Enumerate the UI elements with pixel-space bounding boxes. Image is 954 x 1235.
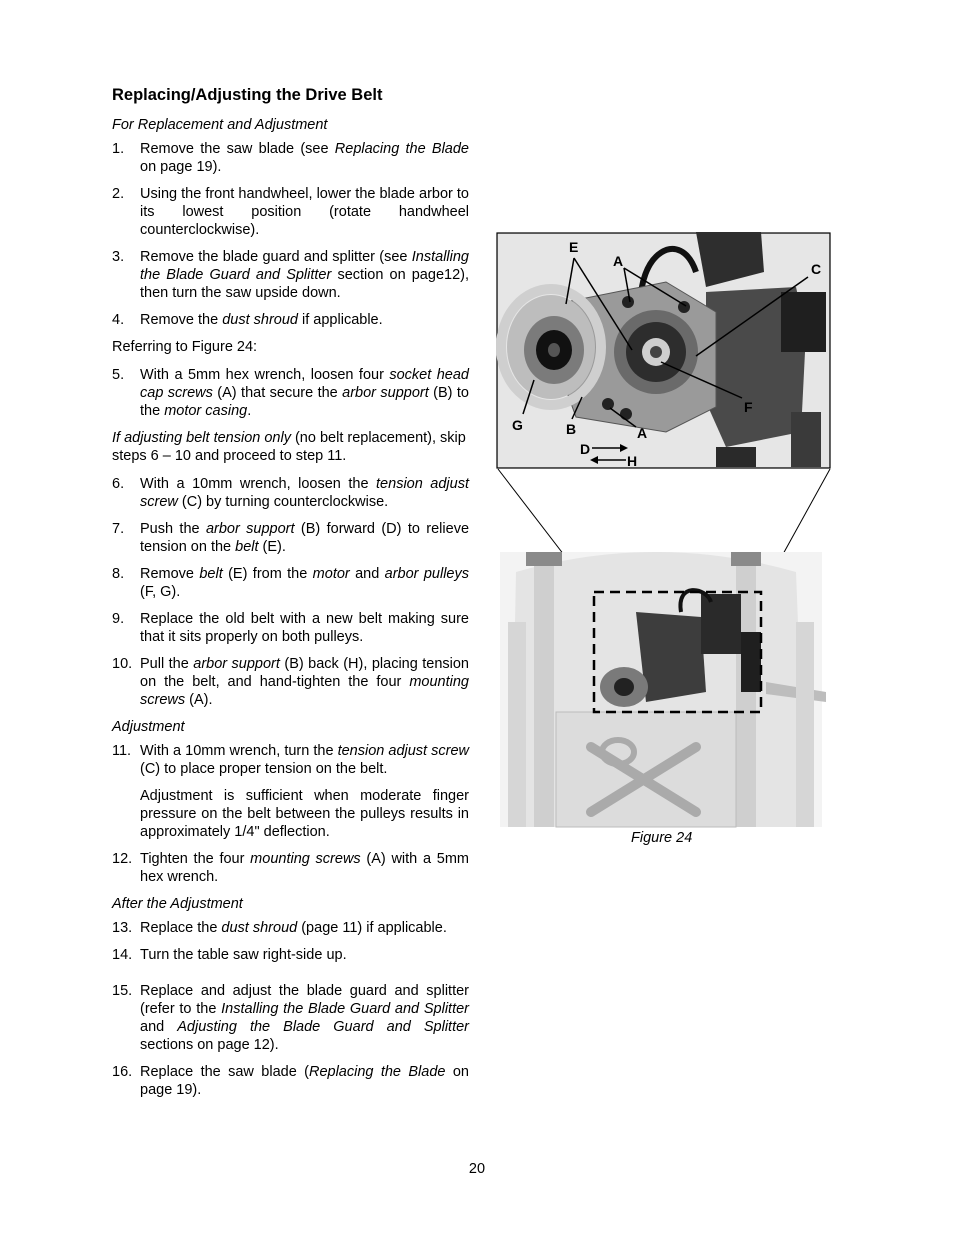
detail-inset — [497, 232, 830, 469]
emphasized-text: dust shroud — [222, 312, 298, 328]
emphasized-text: motor — [312, 566, 350, 582]
step-text — [140, 1063, 469, 1099]
text-run: section on page12), then turn the saw upside down. — [140, 267, 469, 301]
callout-c: C — [811, 261, 822, 277]
emphasized-text: Replacing the Blade — [308, 1064, 446, 1080]
text-run: (B) to the — [140, 385, 469, 419]
emphasized-text: tension adjust screw — [337, 743, 469, 759]
step-item — [112, 248, 469, 302]
intro-paragraph — [112, 338, 469, 356]
callout-f: F — [744, 399, 753, 415]
step-number: 15. — [112, 983, 133, 999]
emphasized-text: dust shroud — [221, 920, 298, 936]
text-run: (B) back (H), placing tension on the belt, and hand-tighten the four — [140, 656, 469, 690]
spacer — [112, 973, 469, 982]
step-item — [112, 475, 469, 511]
step-number: 3. — [112, 249, 125, 265]
step-number: 9. — [112, 611, 125, 627]
step-item — [112, 311, 469, 329]
step-text — [140, 248, 469, 302]
intro-paragraph — [112, 429, 469, 465]
text-run: and — [140, 1019, 178, 1035]
text-run: With a 10mm wrench, turn the — [140, 743, 338, 759]
step-item — [112, 946, 469, 964]
emphasized-text: tension adjust screw — [140, 476, 469, 510]
text-run: With a 5mm hex wrench, loosen four — [140, 367, 390, 383]
text-run: (E). — [258, 539, 286, 555]
emphasized-text: mounting screws — [250, 851, 361, 867]
figure-caption: Figure 24 — [631, 830, 693, 846]
emphasized-text: belt — [199, 566, 223, 582]
emphasized-text: If adjusting belt tension only — [112, 430, 291, 446]
text-run: (C) to place proper tension on the belt. — [140, 761, 388, 777]
text-run: . — [247, 403, 252, 419]
step-item — [112, 610, 469, 646]
instructions-column — [112, 116, 469, 1108]
callout-a-bottom: A — [637, 425, 648, 441]
callout-h: H — [627, 453, 638, 469]
text-run: (page 11) if applicable. — [297, 920, 447, 936]
text-run: Tighten the four — [140, 851, 251, 867]
callout-g: G — [512, 417, 523, 433]
page-number: 20 — [468, 1161, 486, 1177]
text-run: Push the — [140, 521, 206, 537]
text-run: on page 19). — [140, 159, 222, 175]
step-number: 7. — [112, 521, 125, 537]
emphasized-text: belt — [235, 539, 259, 555]
emphasized-text: Replacing the Blade — [334, 141, 469, 157]
step-number: 13. — [112, 920, 133, 936]
callout-b: B — [566, 421, 577, 437]
text-run: (A) with a 5mm hex wrench. — [140, 851, 469, 885]
step-number: 1. — [112, 141, 125, 157]
emphasized-text: Adjusting the Blade Guard and Splitter — [177, 1019, 469, 1035]
step-text — [140, 982, 469, 1054]
emphasized-text: socket head cap screws — [140, 367, 469, 401]
step-text — [140, 742, 469, 778]
callout-e: E — [569, 239, 579, 255]
text-run: (A) that secure the — [212, 385, 343, 401]
text-run: Replace the old belt with a new belt making sure that it sits properly on both pulleys. — [140, 611, 469, 645]
step-number: 8. — [112, 566, 125, 582]
step-item — [112, 655, 469, 709]
step-text — [140, 475, 469, 511]
text-run: on page 19). — [140, 1064, 469, 1098]
step-number: 6. — [112, 476, 125, 492]
text-run: Remove the saw blade (see — [140, 141, 335, 157]
text-run: (B) forward (D) to relieve tension on the — [140, 521, 470, 555]
callout-a-top: A — [613, 253, 624, 269]
text-run: Replace the saw blade ( — [140, 1064, 309, 1080]
callout-d: D — [580, 441, 591, 457]
figure-24 — [496, 232, 832, 828]
step-text — [140, 520, 469, 556]
emphasized-text: arbor support — [205, 521, 295, 537]
text-run: Replace the — [140, 920, 222, 936]
step-text — [140, 919, 469, 937]
section-subheading: Adjustment — [112, 719, 185, 735]
text-run: (no belt replacement), skip steps 6 – 10 and proceed to step 11. — [112, 430, 466, 464]
emphasized-text: arbor pulleys — [384, 566, 469, 582]
text-run: Remove the — [140, 312, 223, 328]
step-note: Adjustment is sufficient when moderate finger pressure on the belt between the pulleys results in approximately 1/4" deflection. — [140, 788, 469, 840]
text-run: (E) from the — [222, 566, 313, 582]
step-item — [112, 850, 469, 886]
step-number: 4. — [112, 312, 125, 328]
section-subheading: For Replacement and Adjustment — [112, 117, 328, 133]
step-text — [140, 610, 469, 646]
step-text — [140, 140, 469, 176]
step-number: 11. — [112, 743, 132, 759]
step-item — [112, 742, 469, 841]
step-text — [140, 655, 469, 709]
step-item — [112, 919, 469, 937]
text-run: Pull the — [140, 656, 194, 672]
step-text — [140, 565, 469, 601]
table-saw-photo — [500, 552, 826, 827]
text-run: Replace and adjust the blade guard and splitter (refer to the — [140, 983, 469, 1017]
step-text — [140, 311, 469, 329]
text-run: (C) by turning counterclockwise. — [177, 494, 389, 510]
text-run: if applicable. — [298, 312, 383, 328]
emphasized-text: arbor support — [342, 385, 429, 401]
page-title: Replacing/Adjusting the Drive Belt — [112, 86, 383, 104]
step-text — [140, 850, 469, 886]
step-item — [112, 565, 469, 601]
step-item — [112, 366, 469, 420]
emphasized-text: Installing the Blade Guard and Splitter — [221, 1001, 470, 1017]
step-number: 2. — [112, 186, 125, 202]
emphasized-text: Installing the Blade Guard and Splitter — [140, 249, 469, 283]
text-run: sections on page 12). — [140, 1037, 279, 1053]
step-item — [112, 140, 469, 176]
section-subheading: After the Adjustment — [112, 896, 243, 912]
step-item — [112, 982, 469, 1054]
step-number: 10. — [112, 656, 133, 672]
text-run: (A). — [185, 692, 213, 708]
step-number: 16. — [112, 1064, 133, 1080]
text-run: Turn the table saw right-side up. — [140, 947, 347, 963]
emphasized-text: arbor support — [193, 656, 280, 672]
emphasized-text: mounting screws — [140, 674, 469, 708]
text-run: Remove the blade guard and splitter (see — [140, 249, 412, 265]
step-number: 12. — [112, 851, 133, 867]
text-run: Referring to Figure 24: — [112, 339, 258, 355]
step-number: 14. — [112, 947, 133, 963]
step-text — [140, 366, 469, 420]
text-run: Using the front handwheel, lower the blade arbor to its lowest position (rotate handwheel counterclockwise). — [140, 186, 469, 238]
step-text — [140, 185, 469, 239]
text-run: and — [349, 566, 385, 582]
figure-24-illustration — [496, 232, 832, 828]
step-item — [112, 185, 469, 239]
step-number: 5. — [112, 367, 125, 383]
step-item — [112, 1063, 469, 1099]
step-text — [140, 946, 469, 964]
text-run: (F, G). — [140, 584, 181, 600]
emphasized-text: motor casing — [164, 403, 248, 419]
step-item — [112, 520, 469, 556]
text-run: With a 10mm wrench, loosen the — [140, 476, 377, 492]
text-run: Remove — [140, 566, 200, 582]
